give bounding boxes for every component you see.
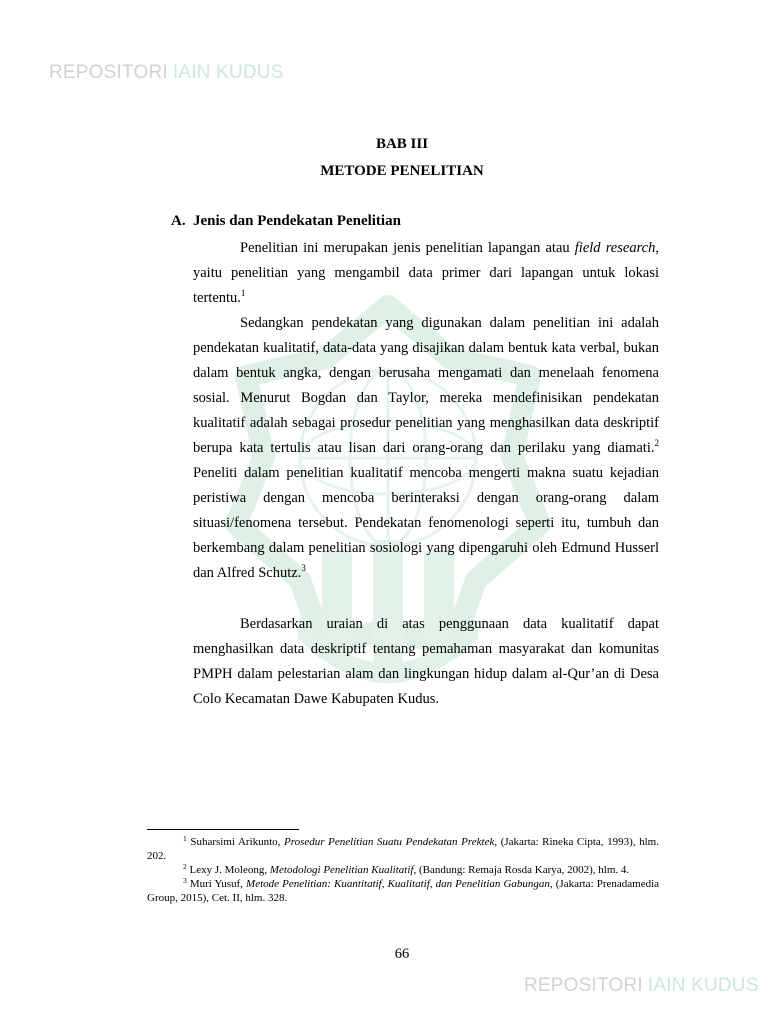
watermark-iain-kudus-footer: IAIN KUDUS [647, 975, 759, 996]
footnote-ref-2: 2 [654, 438, 659, 448]
p2-text-a: Sedangkan pendekatan yang digunakan dalam penelitian ini adalah pendekatan kualitatif, data-data yang disajikan dalam bentuk kata verbal, bukan dalam bentuk angka, dengan berusaha mengamati dan menelaah fenomena sosial. Menurut Bogdan dan Taylor, mereka mendefinisikan pendekatan kualitatif adalah sebagai prosedur penelitian yang menghasilkan data deskriptif berupa kata tertulis atau lisan dari orang-orang dan perilaku yang diamati. [193, 315, 659, 456]
footnote-2-italic: Metodologi Penelitian Kualitatif, [269, 864, 417, 876]
footnote-3-text-b: (Jakarta: Prenadamedia Group, 2015), Cet. II, hlm. 328. [147, 878, 660, 904]
p1-text-a: Penelitian ini merupakan jenis penelitian lapangan atau [240, 240, 575, 256]
watermark-repositori: REPOSITORI [49, 62, 168, 83]
paragraph-1 [193, 236, 659, 311]
footnote-3-italic: Metode Penelitian: Kuantitatif, Kualitatif, dan Penelitian Gabungan, [246, 878, 553, 890]
paragraph-2 [193, 311, 659, 586]
p1-text-b: yaitu penelitian yang mengambil data primer dari lapangan untuk lokasi tertentu. [193, 265, 659, 306]
section-letter: A. [171, 213, 186, 229]
footnote-2-text-a: Lexy J. Moleong, [186, 864, 270, 876]
footnote-1 [147, 835, 659, 863]
footnote-ref-3: 3 [301, 563, 306, 573]
section-title: Jenis dan Pendekatan Penelitian [193, 213, 401, 229]
footnote-1-num: 1 [183, 834, 187, 843]
footnote-3 [147, 877, 659, 905]
p2-text-b: Peneliti dalam penelitian kualitatif mencoba mengerti makna suatu kejadian peristiwa dengan mencoba berinteraksi dengan orang-orang dalam situasi/fenomena tersebut. Pendekatan fenomenologi seperti itu, tumbuh dan berkembang dalam penelitian sosiologi yang dipengaruhi oleh Edmund Husserl dan Alfred Schutz. [193, 465, 659, 581]
watermark-header [49, 62, 284, 84]
chapter-number: BAB III [375, 136, 429, 152]
footnote-3-num: 3 [183, 876, 187, 885]
paragraph-3 [193, 612, 659, 712]
watermark-repositori-footer: REPOSITORI [524, 975, 643, 996]
footnote-1-text-b: , (Jakarta: Rineka Cipta, 1993), hlm. 202. [147, 836, 659, 862]
watermark-footer [524, 975, 759, 997]
footnote-2-text-b: (Bandung: Remaja Rosda Karya, 2002), hlm. 4. [416, 864, 630, 876]
p1-italic: field research, [574, 240, 659, 256]
footnote-1-text-a: Suharsimi Arikunto, [186, 836, 285, 848]
section-heading [171, 213, 401, 230]
page-number: 66 [394, 946, 410, 962]
chapter-title: METODE PENELITIAN [320, 163, 484, 179]
footnote-2 [147, 863, 659, 877]
p3-text: Berdasarkan uraian di atas penggunaan data kualitatif dapat menghasilkan data deskriptif tentang pemahaman masyarakat dan komunitas PMPH dalam pelestarian alam dan lingkungan hidup dalam al-Qur’an di Desa Colo Kecamatan Dawe Kabupaten Kudus. [193, 616, 659, 707]
footnote-2-num: 2 [183, 862, 187, 871]
footnote-separator [147, 829, 299, 830]
footnotes [147, 835, 659, 905]
watermark-iain-kudus: IAIN KUDUS [172, 62, 284, 83]
footnote-ref-1: 1 [240, 288, 246, 298]
footnote-3-text-a: Muri Yusuf, [186, 878, 247, 890]
footnote-1-italic: Prosedur Penelitian Suatu Pendekatan Prektek [284, 836, 495, 848]
